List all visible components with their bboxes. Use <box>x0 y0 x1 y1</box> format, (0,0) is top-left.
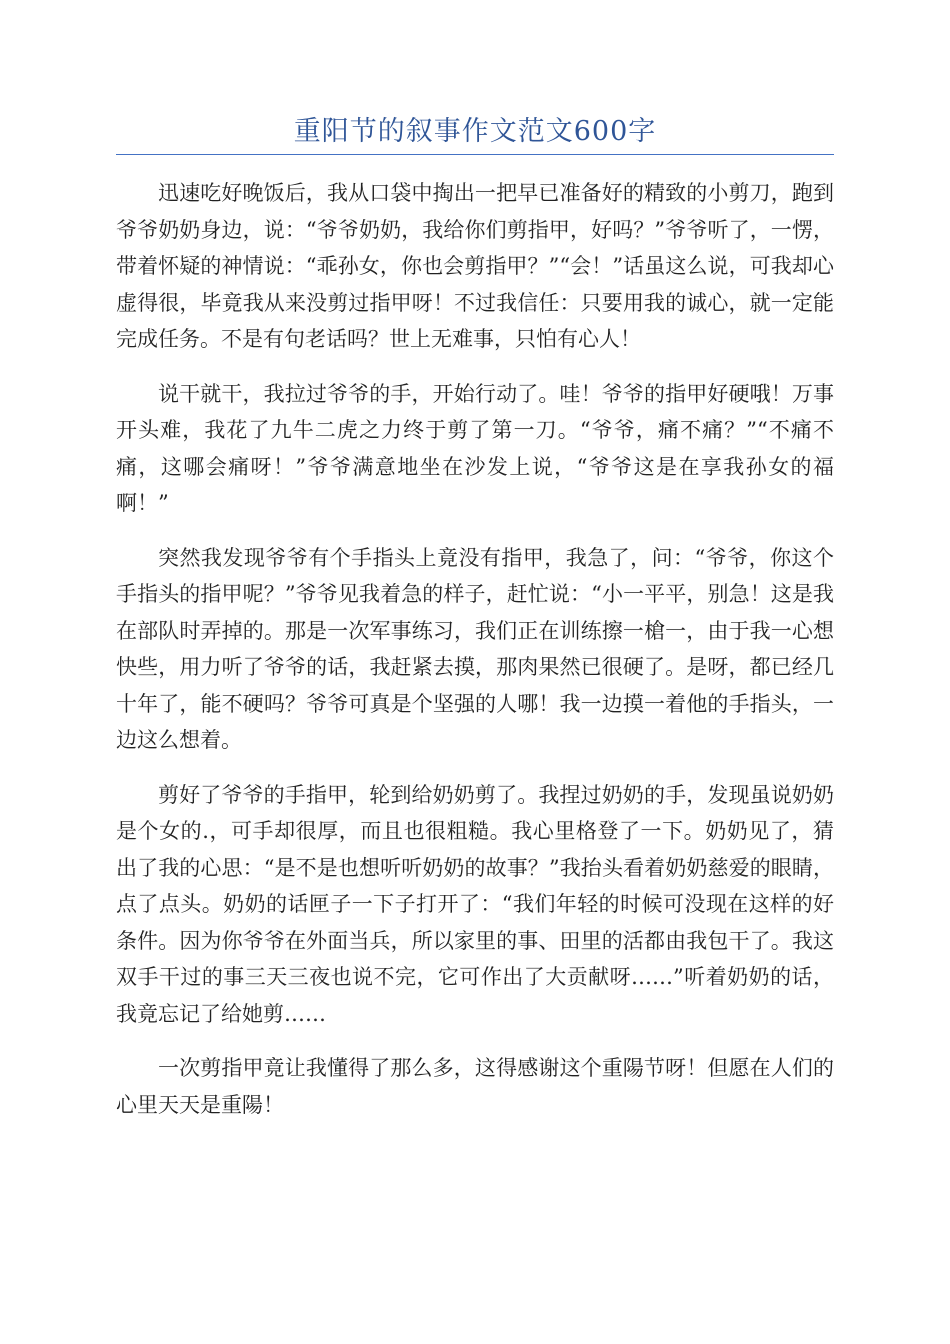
paragraph: 突然我发现爷爷有个手指头上竟没有指甲，我急了，问：“爷爷，你这个手指头的指甲呢？”爷爷见我着急的样子，赶忙说：“小一平平，别急！这是我在部队时弄掉的。那是一次军事练习，我们正在训练擦一槍一，由于我一心想快些，用力听了爷爷的话，我赶紧去摸，那肉果然已很硬了。是呀，都已经几十年了，能不硬吗？爷爷可真是个坚强的人哪！我一边摸一着他的手指头，一边这么想着。 <box>116 545 834 752</box>
title-underline <box>116 154 834 155</box>
document-title: 重阳节的叙事作文范文600字 <box>293 116 657 147</box>
paragraph: 剪好了爷爷的手指甲，轮到给奶奶剪了。我捏过奶奶的手，发现虽说奶奶是个女的.，可手却很厚，而且也很粗糙。我心里格登了一下。奶奶见了，猜出了我的心思：“是不是也想听听奶奶的故事？”我抬头看着奶奶慈爱的眼睛，点了点头。奶奶的话匣子一下子打开了：“我们年轻的时候可没现在这样的好条件。因为你爷爷在外面当兵，所以家里的事、田里的活都由我包干了。我这双手干过的事三天三夜也说不完，它可作出了大贡献呀……”听着奶奶的话，我竟忘记了给她剪…… <box>116 782 834 1026</box>
paragraph: 一次剪指甲竟让我懂得了那么多，这得感谢这个重陽节呀！但愿在人们的心里天天是重陽！ <box>116 1056 834 1117</box>
document-body <box>116 175 834 1141</box>
paragraph: 说干就干，我拉过爷爷的手，开始行动了。哇！爷爷的指甲好硬哦！万事开头难，我花了九牛二虎之力终于剪了第一刀。“爷爷，痛不痛？”“不痛不痛，这哪会痛呀！”爷爷满意地坐在沙发上说，“爷爷这是在享我孙女的福啊！” <box>116 381 834 515</box>
paragraph: 迅速吃好晚饭后，我从口袋中掏出一把早已准备好的精致的小剪刀，跑到爷爷奶奶身边，说：“爷爷奶奶，我给你们剪指甲，好吗？”爷爷听了，一愣，带着怀疑的神情说：“乖孙女，你也会剪指甲？”“会！”话虽这么说，可我却心虚得很，毕竟我从来没剪过指甲呀！不过我信任：只要用我的诚心，就一定能完成任务。不是有句老话吗？世上无难事，只怕有心人！ <box>116 181 834 351</box>
